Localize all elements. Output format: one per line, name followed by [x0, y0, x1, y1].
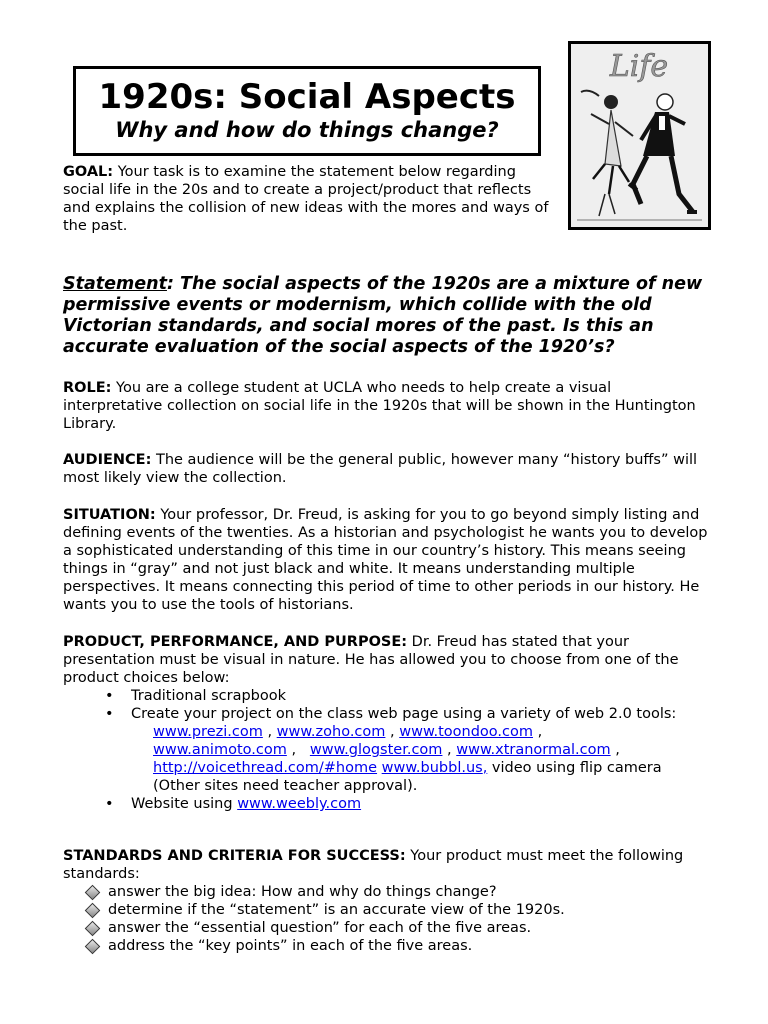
bullet-icon: • — [105, 706, 114, 722]
statement-section — [63, 274, 713, 358]
list-item: determine if the “statement” is an accurate view of the 1920s. — [63, 901, 703, 919]
role-section — [63, 379, 703, 433]
product-section — [63, 633, 713, 813]
audience-section — [63, 451, 703, 487]
website-choice: Website using — [131, 796, 233, 812]
flip-camera-text: video using flip camera — [487, 760, 662, 776]
diamond-bullet-icon — [85, 921, 101, 937]
voicethread-link[interactable]: http://voicethread.com/#home — [153, 760, 378, 776]
bullet-icon: • — [105, 796, 114, 812]
prezi-link[interactable]: www.prezi.com — [153, 724, 263, 740]
role-label: ROLE: — [63, 380, 112, 396]
cover-masthead: Life — [609, 49, 669, 84]
standards-text: Your product must meet the following standards: — [63, 848, 684, 882]
scrapbook-choice: Traditional scrapbook — [131, 688, 287, 704]
list-item — [63, 705, 713, 795]
statement-label: Statement — [63, 274, 167, 294]
product-label: PRODUCT, PERFORMANCE, AND PURPOSE: — [63, 634, 408, 650]
product-choices-list — [63, 687, 713, 813]
audience-text: The audience will be the general public, however many “history buffs” will most likely view the collection. — [63, 452, 698, 486]
product-text: Dr. Freud has stated that your presentation must be visual in nature. He has allowed you to choose from one of the product choices below: — [63, 634, 679, 686]
role-text: You are a college student at UCLA who needs to help create a visual interpretative collection on social life in the 1920s that will be shown in the Huntington Library. — [63, 380, 696, 432]
web-tools-links: www.prezi.com , www.zoho.com , www.toondoo.com , www.animoto.com , www.glogster.com , www.xtranormal.com , http://voicethread.com/#home www.bubbl.us, video using flip camera (Other sites need teacher approval). — [153, 724, 662, 794]
list-item: answer the “essential question” for each of the five areas. — [63, 919, 703, 937]
list-item: address the “key points” in each of the five areas. — [63, 937, 703, 955]
web-tools-choice: Create your project on the class web page using a variety of web 2.0 tools: — [131, 706, 677, 722]
bullet-icon: • — [105, 688, 114, 704]
title-box — [73, 66, 541, 156]
audience-label: AUDIENCE: — [63, 452, 152, 468]
glogster-link[interactable]: www.glogster.com — [309, 742, 443, 758]
diamond-bullet-icon — [85, 885, 101, 901]
page-title: 1920s: Social Aspects — [98, 77, 516, 117]
list-item: answer the big idea: How and why do things change? — [63, 883, 703, 901]
statement-text: : The social aspects of the 1920s are a mixture of new permissive events or modernism, which collide with the old Victorian standards, and social mores of the past. Is this an accurate evaluation of the social aspects of the 1920’s? — [63, 274, 703, 357]
standards-label: STANDARDS AND CRITERIA FOR SUCCESS: — [63, 848, 406, 864]
goal-label: GOAL: — [63, 164, 114, 180]
bubbl-link[interactable]: www.bubbl.us — [381, 760, 483, 776]
situation-section — [63, 506, 713, 614]
zoho-link[interactable]: www.zoho.com — [276, 724, 386, 740]
list-item — [63, 687, 713, 705]
diamond-bullet-icon — [85, 939, 101, 955]
page-subtitle: Why and how do things change? — [115, 118, 499, 142]
list-item — [63, 795, 713, 813]
life-magazine-cover-image — [568, 41, 711, 230]
weebly-link[interactable]: www.weebly.com — [237, 796, 362, 812]
toondoo-link[interactable]: www.toondoo.com — [399, 724, 533, 740]
standards-section — [63, 847, 703, 955]
other-sites-note: (Other sites need teacher approval). — [153, 778, 418, 794]
goal-section — [63, 163, 555, 235]
situation-label: SITUATION: — [63, 507, 156, 523]
xtranormal-link[interactable]: www.xtranormal.com — [456, 742, 611, 758]
situation-text: Your professor, Dr. Freud, is asking for you to go beyond simply listing and defining events of the twenties. As a historian and psychologist he wants you to develop a sophisticated understanding of this time in our country’s history. This means seeing things in “gray” and not just black and white. It means understanding multiple perspectives. It means connecting this period of time to other periods in our history. He wants you to use the tools of historians. — [63, 507, 708, 613]
standards-list — [63, 883, 703, 955]
diamond-bullet-icon — [85, 903, 101, 919]
goal-text: Your task is to examine the statement below regarding social life in the 20s and to create a project/product that reflects and explains the collision of new ideas with the mores and ways of the past. — [63, 164, 549, 234]
animoto-link[interactable]: www.animoto.com — [153, 742, 287, 758]
